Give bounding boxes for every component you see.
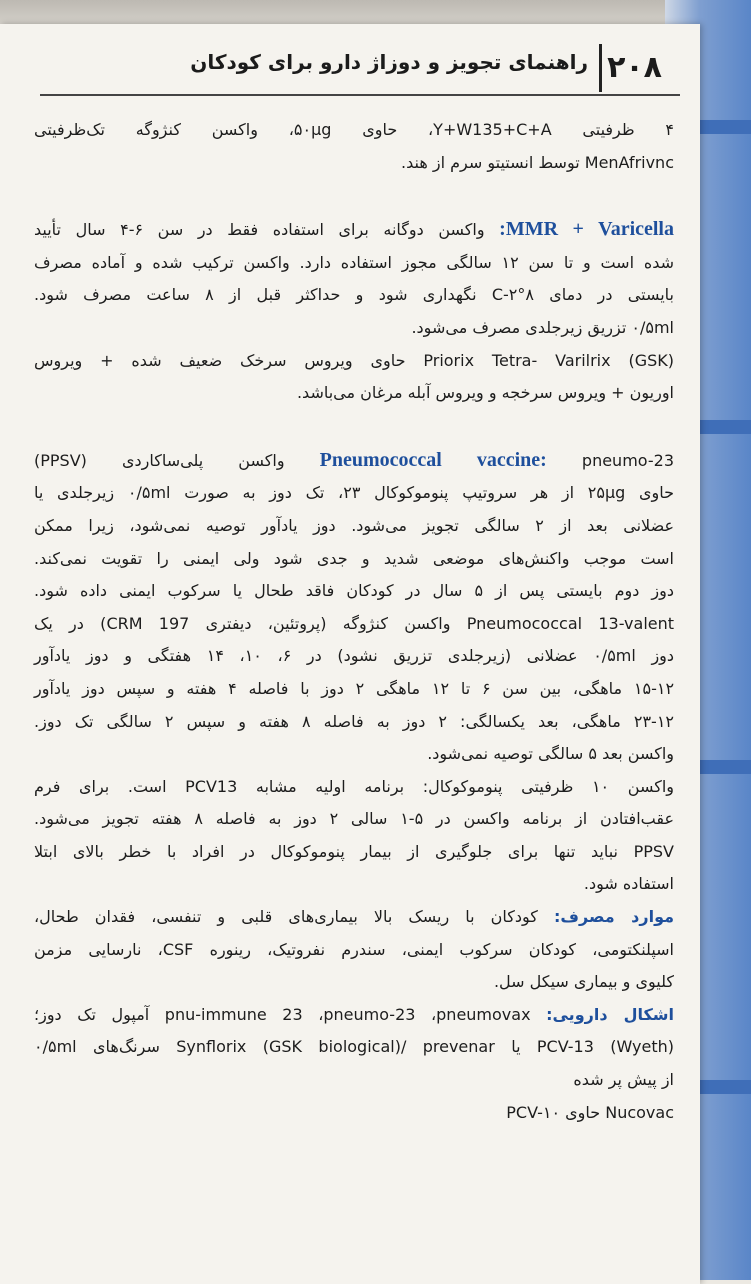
text-line: واکسن ۱۰ ظرفیتی پنوموکوکال: برنامه اولیه مشابه PCV13 است. برای فرم xyxy=(34,776,675,796)
text-line: PPSV نباید تنها برای جلوگیری از بیمار پنوموکوکال در افراد با خطر بالای ابتلا xyxy=(34,841,674,861)
text-line: کلیوی و بیماری سیکل سل. xyxy=(493,972,674,992)
header-rule xyxy=(40,94,680,96)
text-line: Priorix Tetra- Varilrix (GSK) حاوی ویروس سرخک ضعیف شده + ویروس xyxy=(34,350,674,370)
text-line: MMR + Varicella: واکسن دوگانه برای استفاده فقط در سن ۶-۴ سال تأیید xyxy=(34,218,674,241)
page-number: ۲۰۸ xyxy=(607,50,662,85)
header-divider xyxy=(599,44,602,92)
text-line: دوز دوم بایستی پس از ۵ سال در کودکان فاقد طحال یا سرکوب ایمنی داده شود. xyxy=(34,581,675,601)
text-line: از پیش پر شده xyxy=(573,1070,674,1090)
text-line: ۰/۵ml تزریق زیرجلدی مصرف می‌شود. xyxy=(411,317,674,337)
dosage-forms-heading: اشکال دارویی: xyxy=(546,1004,674,1024)
section-heading-mmr-varicella: MMR + Varicella: xyxy=(499,218,674,241)
page-header xyxy=(20,36,680,96)
text-line: ۲۳-۱۲ ماهگی، بعد یکسالگی: ۲ دوز به فاصله ۸ هفته و سپس ۲ سالگی تک دوز. xyxy=(34,711,675,731)
text-line: Pneumococcal 13-valent واکسن کنژوگه (پروتئین، دیفتری CRM 197) در یک xyxy=(34,613,675,633)
text-line: موارد مصرف: کودکان با ریسک بالا بیماری‌های قلبی و تنفسی، فقدان طحال، xyxy=(34,907,675,927)
text-line: عضلانی بعد از ۲ سالگی تجویز می‌شود. دوز یادآور توصیه نمی‌شود، زیرا ممکن xyxy=(34,515,674,535)
text-line: اشکال دارویی: pnu-immune 23 ،pneumo-23 ،pneumovax آمپول تک دوز؛ xyxy=(34,1004,674,1024)
text-line: عقب‌افتادن از برنامه واکسن در ۵-۱ سالی ۲ دوز به فاصله ۸ هفته تجویز می‌شود. xyxy=(34,809,675,829)
text-line: Nucovac حاوی PCV-۱۰ xyxy=(506,1102,674,1122)
text-line: شده است و تا سن ۱۲ سالگی مجوز استفاده دارد. واکسن ترکیب شده و آماده مصرف xyxy=(34,252,675,272)
usage-heading: موارد مصرف: xyxy=(554,907,675,927)
text-line: واکسن بعد ۵ سالگی توصیه نمی‌شود. xyxy=(427,744,674,764)
text-line: استفاده شود. xyxy=(583,874,674,894)
section-heading-pneumococcal: Pneumococcal vaccine: xyxy=(319,448,547,471)
book-page xyxy=(0,24,700,1284)
text-line: ۱۵-۱۲ ماهگی، بین سن ۶ تا ۱۲ ماهگی ۲ دوز با فاصله ۴ هفته و سپس دوز یادآور xyxy=(34,678,675,698)
text-line: PCV-13 (Wyeth) یا Synflorix (GSK biological)/ prevenar سرنگ‌های ۰/۵ml xyxy=(34,1037,675,1057)
running-title: راهنمای تجویز و دوزاژ دارو برای کودکان xyxy=(190,50,588,74)
text-line: ۴ ظرفیتی Y+W135+C+A، حاوی ۵۰μg، واکسن کنژوگه تک‌ظرفیتی xyxy=(34,120,674,139)
text-line: Pneumococcal vaccine: pneumo-23 واکسن پلی‌ساکاردی (PPSV) xyxy=(34,448,674,471)
text-line: بایستی در دمای ۸°C-۲ نگهداری شود و حداکثر قبل از ۸ ساعت مصرف شود. xyxy=(34,285,674,305)
page-body xyxy=(34,114,674,1129)
text-line: دوز ۰/۵ml عضلانی (زیرجلدی تزریق نشود) در ۶، ۱۰، ۱۴ هفتگی و دوز یادآور xyxy=(34,646,675,666)
text-line: اسپلنکتومی، کودکان سرکوب ایمنی، سندرم نفروتیک، رینوره CSF، نارسایی مزمن xyxy=(34,939,675,959)
text-line: حاوی ۲۵μg از هر سروتیپ پنوموکوکال ۲۳، تک دوز به صورت ۰/۵ml زیرجلدی یا xyxy=(34,483,675,503)
text-line: اوریون + ویروس سرخجه و ویروس آبله مرغان می‌باشد. xyxy=(296,383,674,403)
text-line: MenAfrivnc توسط انستیتو سرم از هند. xyxy=(401,152,674,172)
text-line: است موجب واکنش‌های موضعی شدید و جدی شود ولی ایمنی را تقویت نمی‌کند. xyxy=(34,548,674,568)
